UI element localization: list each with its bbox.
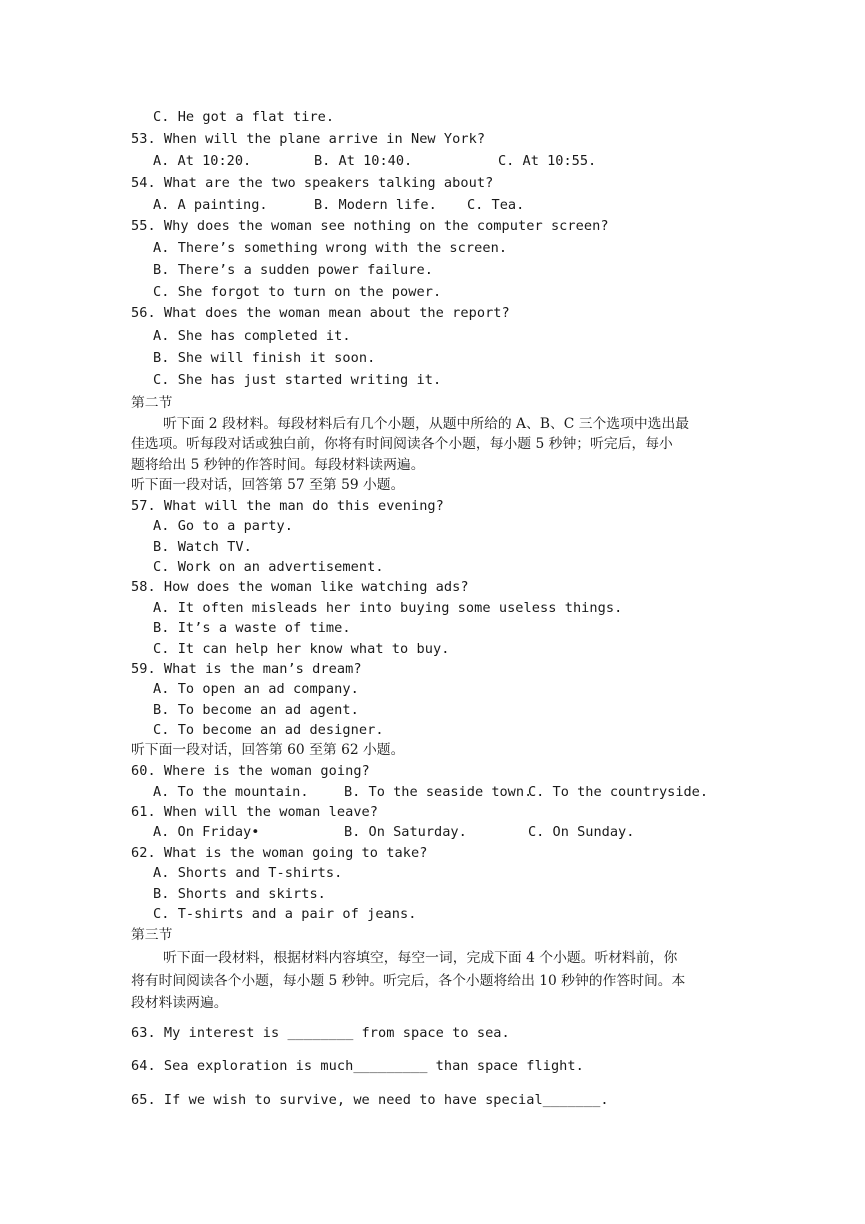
- q53-option-a: A. At 10:20.: [153, 153, 252, 169]
- q59-question: 59. What is the man’s dream?: [131, 661, 362, 677]
- q64-fill-blank: 64. Sea exploration is much_________ than space flight.: [131, 1058, 584, 1074]
- q59-option-b: B. To become an ad agent.: [153, 702, 359, 718]
- q55-question: 55. Why does the woman see nothing on the computer screen?: [131, 218, 609, 234]
- q65-fill-blank: 65. If we wish to survive, we need to have special_______.: [131, 1092, 609, 1108]
- q61-option-a: A. On Friday•: [153, 824, 260, 840]
- q52-option-c: C. He got a flat tire.: [153, 109, 335, 125]
- q60-option-c: C. To the countryside.: [528, 784, 709, 800]
- q58-option-a: A. It often misleads her into buying some useless things.: [153, 600, 623, 616]
- section-3-heading: 第三节: [131, 927, 173, 943]
- q55-option-b: B. There’s a sudden power failure.: [153, 262, 433, 278]
- section-3-instructions-line-3: 段材料读两遍。: [131, 995, 228, 1011]
- q59-option-c: C. To become an ad designer.: [153, 722, 384, 738]
- q58-option-c: C. It can help her know what to buy.: [153, 641, 450, 657]
- dialogue-1-intro: 听下面一段对话，回答第 57 至第 59 小题。: [131, 477, 405, 493]
- q62-option-a: A. Shorts and T-shirts.: [153, 865, 343, 881]
- section-3-instructions-line-1: 听下面一段材料，根据材料内容填空，每空一词，完成下面 4 个小题。听材料前，你: [163, 950, 678, 966]
- q57-option-b: B. Watch TV.: [153, 539, 252, 555]
- q56-option-c: C. She has just started writing it.: [153, 372, 442, 388]
- q56-question: 56. What does the woman mean about the report?: [131, 305, 510, 321]
- q61-option-c: C. On Sunday.: [528, 824, 635, 840]
- section-2-instructions-line-1: 听下面 2 段材料。每段材料后有几个小题，从题中所给的 A、B、C 三个选项中选出最: [163, 416, 690, 432]
- q58-question: 58. How does the woman like watching ads?: [131, 579, 469, 595]
- q60-question: 60. Where is the woman going?: [131, 763, 370, 779]
- dialogue-2-intro: 听下面一段对话，回答第 60 至第 62 小题。: [131, 742, 405, 758]
- q54-option-b: B. Modern life.: [314, 197, 437, 213]
- q61-option-b: B. On Saturday.: [344, 824, 467, 840]
- q54-option-c: C. Tea.: [467, 197, 525, 213]
- q63-fill-blank: 63. My interest is ________ from space to sea.: [131, 1025, 510, 1041]
- section-2-heading: 第二节: [131, 395, 173, 411]
- q56-option-a: A. She has completed it.: [153, 328, 351, 344]
- q59-option-a: A. To open an ad company.: [153, 681, 359, 697]
- q62-option-c: C. T-shirts and a pair of jeans.: [153, 906, 417, 922]
- section-3-instructions-line-2: 将有时间阅读各个小题，每小题 5 秒钟。听完后，各个小题将给出 10 秒钟的作答时间。本: [131, 973, 686, 989]
- q55-option-a: A. There’s something wrong with the screen.: [153, 240, 508, 256]
- q60-option-b: B. To the seaside town.: [344, 784, 533, 800]
- q53-question: 53. When will the plane arrive in New York?: [131, 131, 486, 147]
- q61-question: 61. When will the woman leave?: [131, 804, 379, 820]
- q57-option-c: C. Work on an advertisement.: [153, 559, 384, 575]
- q57-question: 57. What will the man do this evening?: [131, 498, 444, 514]
- q62-question: 62. What is the woman going to take?: [131, 845, 428, 861]
- q53-option-b: B. At 10:40.: [314, 153, 413, 169]
- q54-question: 54. What are the two speakers talking about?: [131, 175, 494, 191]
- q53-option-c: C. At 10:55.: [498, 153, 597, 169]
- q54-option-a: A. A painting.: [153, 197, 268, 213]
- q62-option-b: B. Shorts and skirts.: [153, 886, 326, 902]
- q60-option-a: A. To the mountain.: [153, 784, 309, 800]
- section-2-instructions-line-2: 佳选项。听每段对话或独白前，你将有时间阅读各个小题，每小题 5 秒钟；听完后，每小: [131, 436, 673, 452]
- q56-option-b: B. She will finish it soon.: [153, 350, 376, 366]
- q57-option-a: A. Go to a party.: [153, 518, 293, 534]
- section-2-instructions-line-3: 题将给出 5 秒钟的作答时间。每段材料读两遍。: [131, 457, 425, 473]
- q58-option-b: B. It’s a waste of time.: [153, 620, 351, 636]
- q55-option-c: C. She forgot to turn on the power.: [153, 284, 442, 300]
